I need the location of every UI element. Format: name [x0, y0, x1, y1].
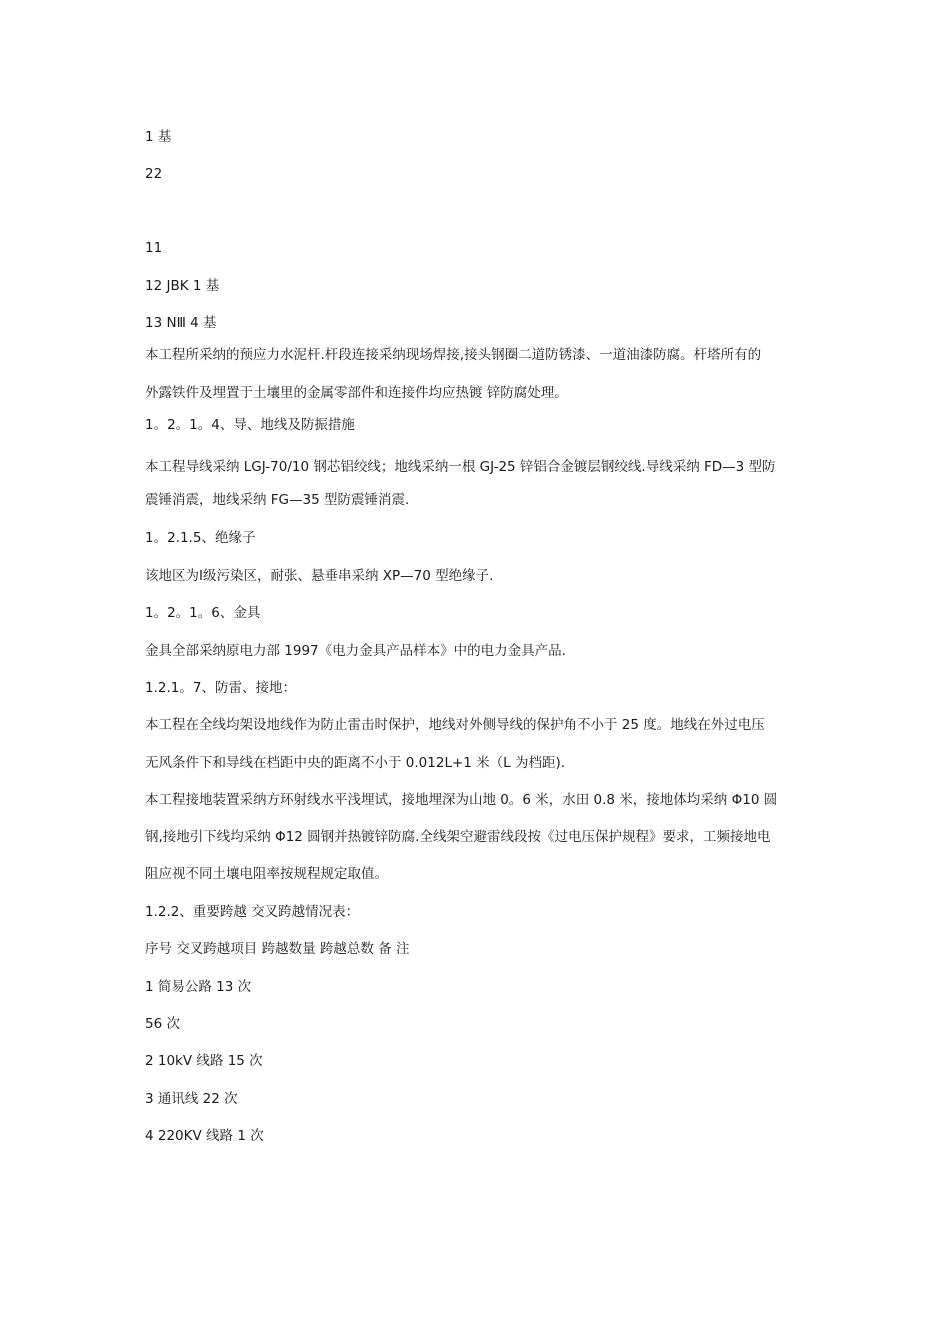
text-line: 13 NⅢ 4 基: [145, 315, 217, 331]
table-row: 56 次: [145, 1016, 180, 1032]
text-line: 无风条件下和导线在档距中央的距离不小于 0.012L+1 米（L 为档距).: [145, 755, 566, 771]
table-row: 1 简易公路 13 次: [145, 979, 252, 995]
heading: 1。2.1.5、绝缘子: [145, 530, 256, 546]
text-line: 本工程在全线均架设地线作为防止雷击时保护，地线对外侧导线的保护角不小于 25 度。地线在外过电压: [145, 717, 765, 733]
table-header: 序号 交叉跨越项目 跨越数量 跨越总数 备 注: [145, 941, 410, 957]
text-line: 阻应视不同土壤电阻率按规程规定取值。: [145, 866, 388, 882]
text-line: 震锤消震，地线采纳 FG—35 型防震锤消震.: [145, 492, 410, 508]
heading: 1.2.1。7、防雷、接地：: [145, 680, 296, 696]
text-line: 1 基: [145, 129, 172, 145]
heading: 1。2。1。4、导、地线及防振措施: [145, 417, 355, 433]
text-line: 本工程导线采纳 LGJ-70/10 钢芯铝绞线；地线采纳一根 GJ-25 锌铝合金镀层钢绞线.导线采纳 FD—3 型防: [145, 459, 776, 475]
table-row: 3 通讯线 22 次: [145, 1091, 238, 1107]
text-line: 12 JBK 1 基: [145, 278, 220, 294]
text-line: 22: [145, 166, 163, 182]
text-line: 外露铁件及埋置于土壤里的金属零部件和连接件均应热镀 锌防腐处理。: [145, 385, 568, 401]
text-line: 本工程接地装置采纳方环射线水平浅埋试，接地埋深为山地 0。6 米，水田 0.8 米，接地体均采纳 Φ10 圆: [145, 792, 778, 808]
text-line: 该地区为Ⅰ级污染区，耐张、悬垂串采纳 XP—70 型绝缘子.: [145, 568, 494, 584]
text-line: 11: [145, 240, 163, 256]
text-line: 钢,接地引下线均采纳 Φ12 圆钢并热镀锌防腐.全线架空避雷线段按《过电压保护规程》要求，工频接地电: [145, 829, 771, 845]
text-line: 本工程所采纳的预应力水泥杆.杆段连接采纳现场焊接,接头钢圈二道防锈漆、一道油漆防腐。杆塔所有的: [145, 347, 762, 363]
table-row: 4 220KV 线路 1 次: [145, 1128, 264, 1144]
table-row: 2 10kV 线路 15 次: [145, 1053, 263, 1069]
heading: 1.2.2、重要跨越 交叉跨越情况表：: [145, 904, 360, 920]
heading: 1。2。1。6、金具: [145, 605, 261, 621]
text-line: 金具全部采纳原电力部 1997《电力金具产品样本》中的电力金具产品.: [145, 643, 566, 659]
